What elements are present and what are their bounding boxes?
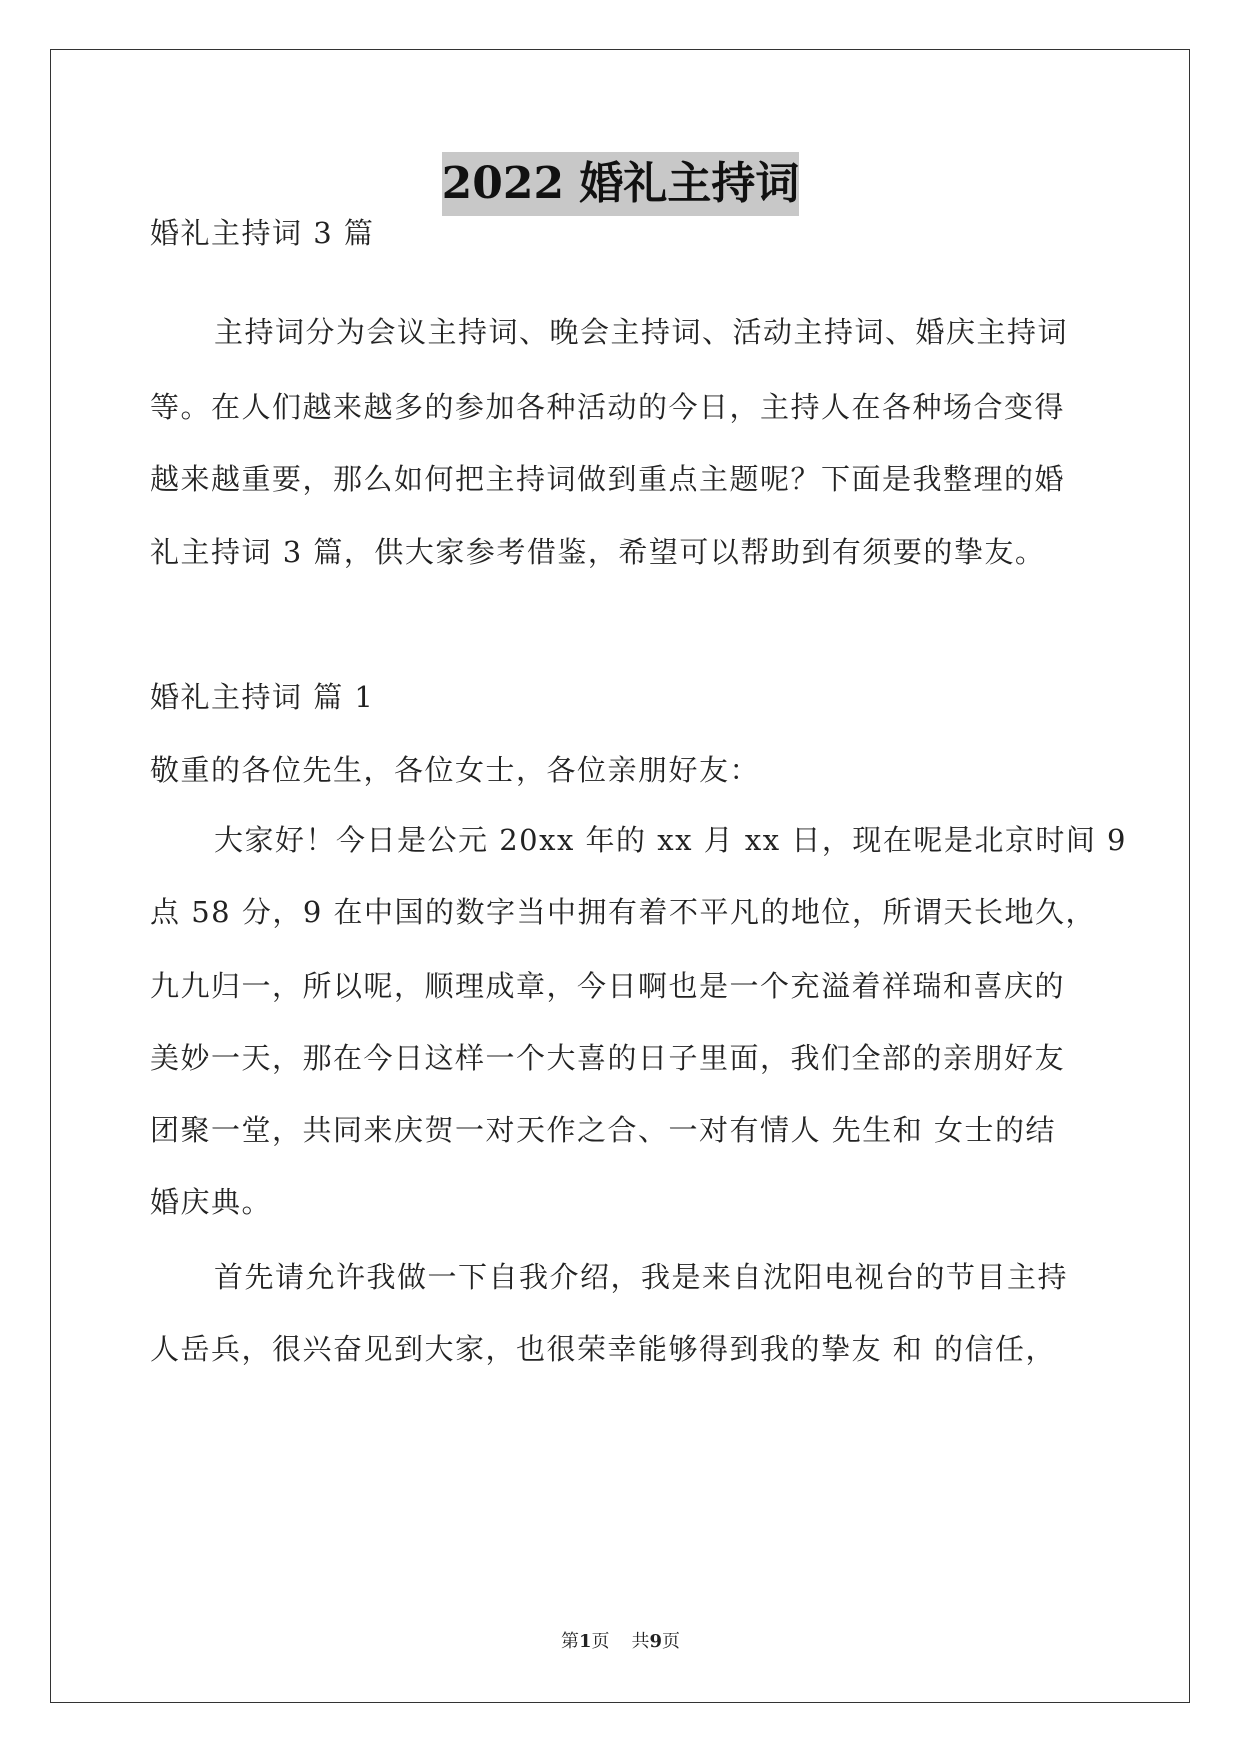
para1-line-4: 美妙一天，那在今日这样一个大喜的日子里面，我们全部的亲朋好友 (150, 1041, 1066, 1075)
footer-prefix: 第 (560, 1631, 579, 1652)
footer-total-suffix: 页 (662, 1631, 681, 1652)
footer-total-pages: 9 (649, 1631, 663, 1652)
para2-line-2: 人岳兵，很兴奋见到大家，也很荣幸能够得到我的挚友 和 的信任， (150, 1332, 1056, 1366)
document-title: 2022 婚礼主持词 (442, 152, 800, 216)
intro-line-2: 等。在人们越来越多的参加各种活动的今日，主持人在各种场合变得 (150, 390, 1066, 424)
para1-line-5: 团聚一堂，共同来庆贺一对天作之合、一对有情人 先生和 女士的结 (150, 1113, 1056, 1147)
para1-line-3: 九九归一，所以呢，顺理成章，今日啊也是一个充溢着祥瑞和喜庆的 (150, 969, 1066, 1003)
para1-line-1: 大家好！今日是公元 20xx 年的 xx 月 xx 日，现在呢是北京时间 9 (214, 823, 1128, 857)
title-wrapper (0, 152, 1241, 216)
para1-line-6: 婚庆典。 (150, 1185, 273, 1219)
page-border (50, 49, 1190, 1703)
footer-page-word: 页 (591, 1631, 610, 1652)
document-subtitle: 婚礼主持词 3 篇 (150, 216, 375, 250)
para1-line-2: 点 58 分，9 在中国的数字当中拥有着不平凡的地位，所谓天长地久， (150, 895, 1097, 929)
intro-line-4: 礼主持词 3 篇，供大家参考借鉴，希望可以帮助到有须要的挚友。 (150, 535, 1046, 569)
section-heading: 婚礼主持词 篇 1 (150, 680, 375, 714)
page-footer (0, 1630, 1241, 1654)
intro-line-1: 主持词分为会议主持词、晚会主持词、活动主持词、婚庆主持词 (214, 315, 1069, 349)
footer-total-prefix: 共 (631, 1631, 650, 1652)
para2-line-1: 首先请允许我做一下自我介绍，我是来自沈阳电视台的节目主持 (214, 1260, 1069, 1294)
greeting-line: 敬重的各位先生，各位女士，各位亲朋好友： (150, 753, 761, 787)
intro-line-3: 越来越重要，那么如何把主持词做到重点主题呢？下面是我整理的婚 (150, 462, 1066, 496)
footer-current-page: 1 (578, 1631, 592, 1652)
